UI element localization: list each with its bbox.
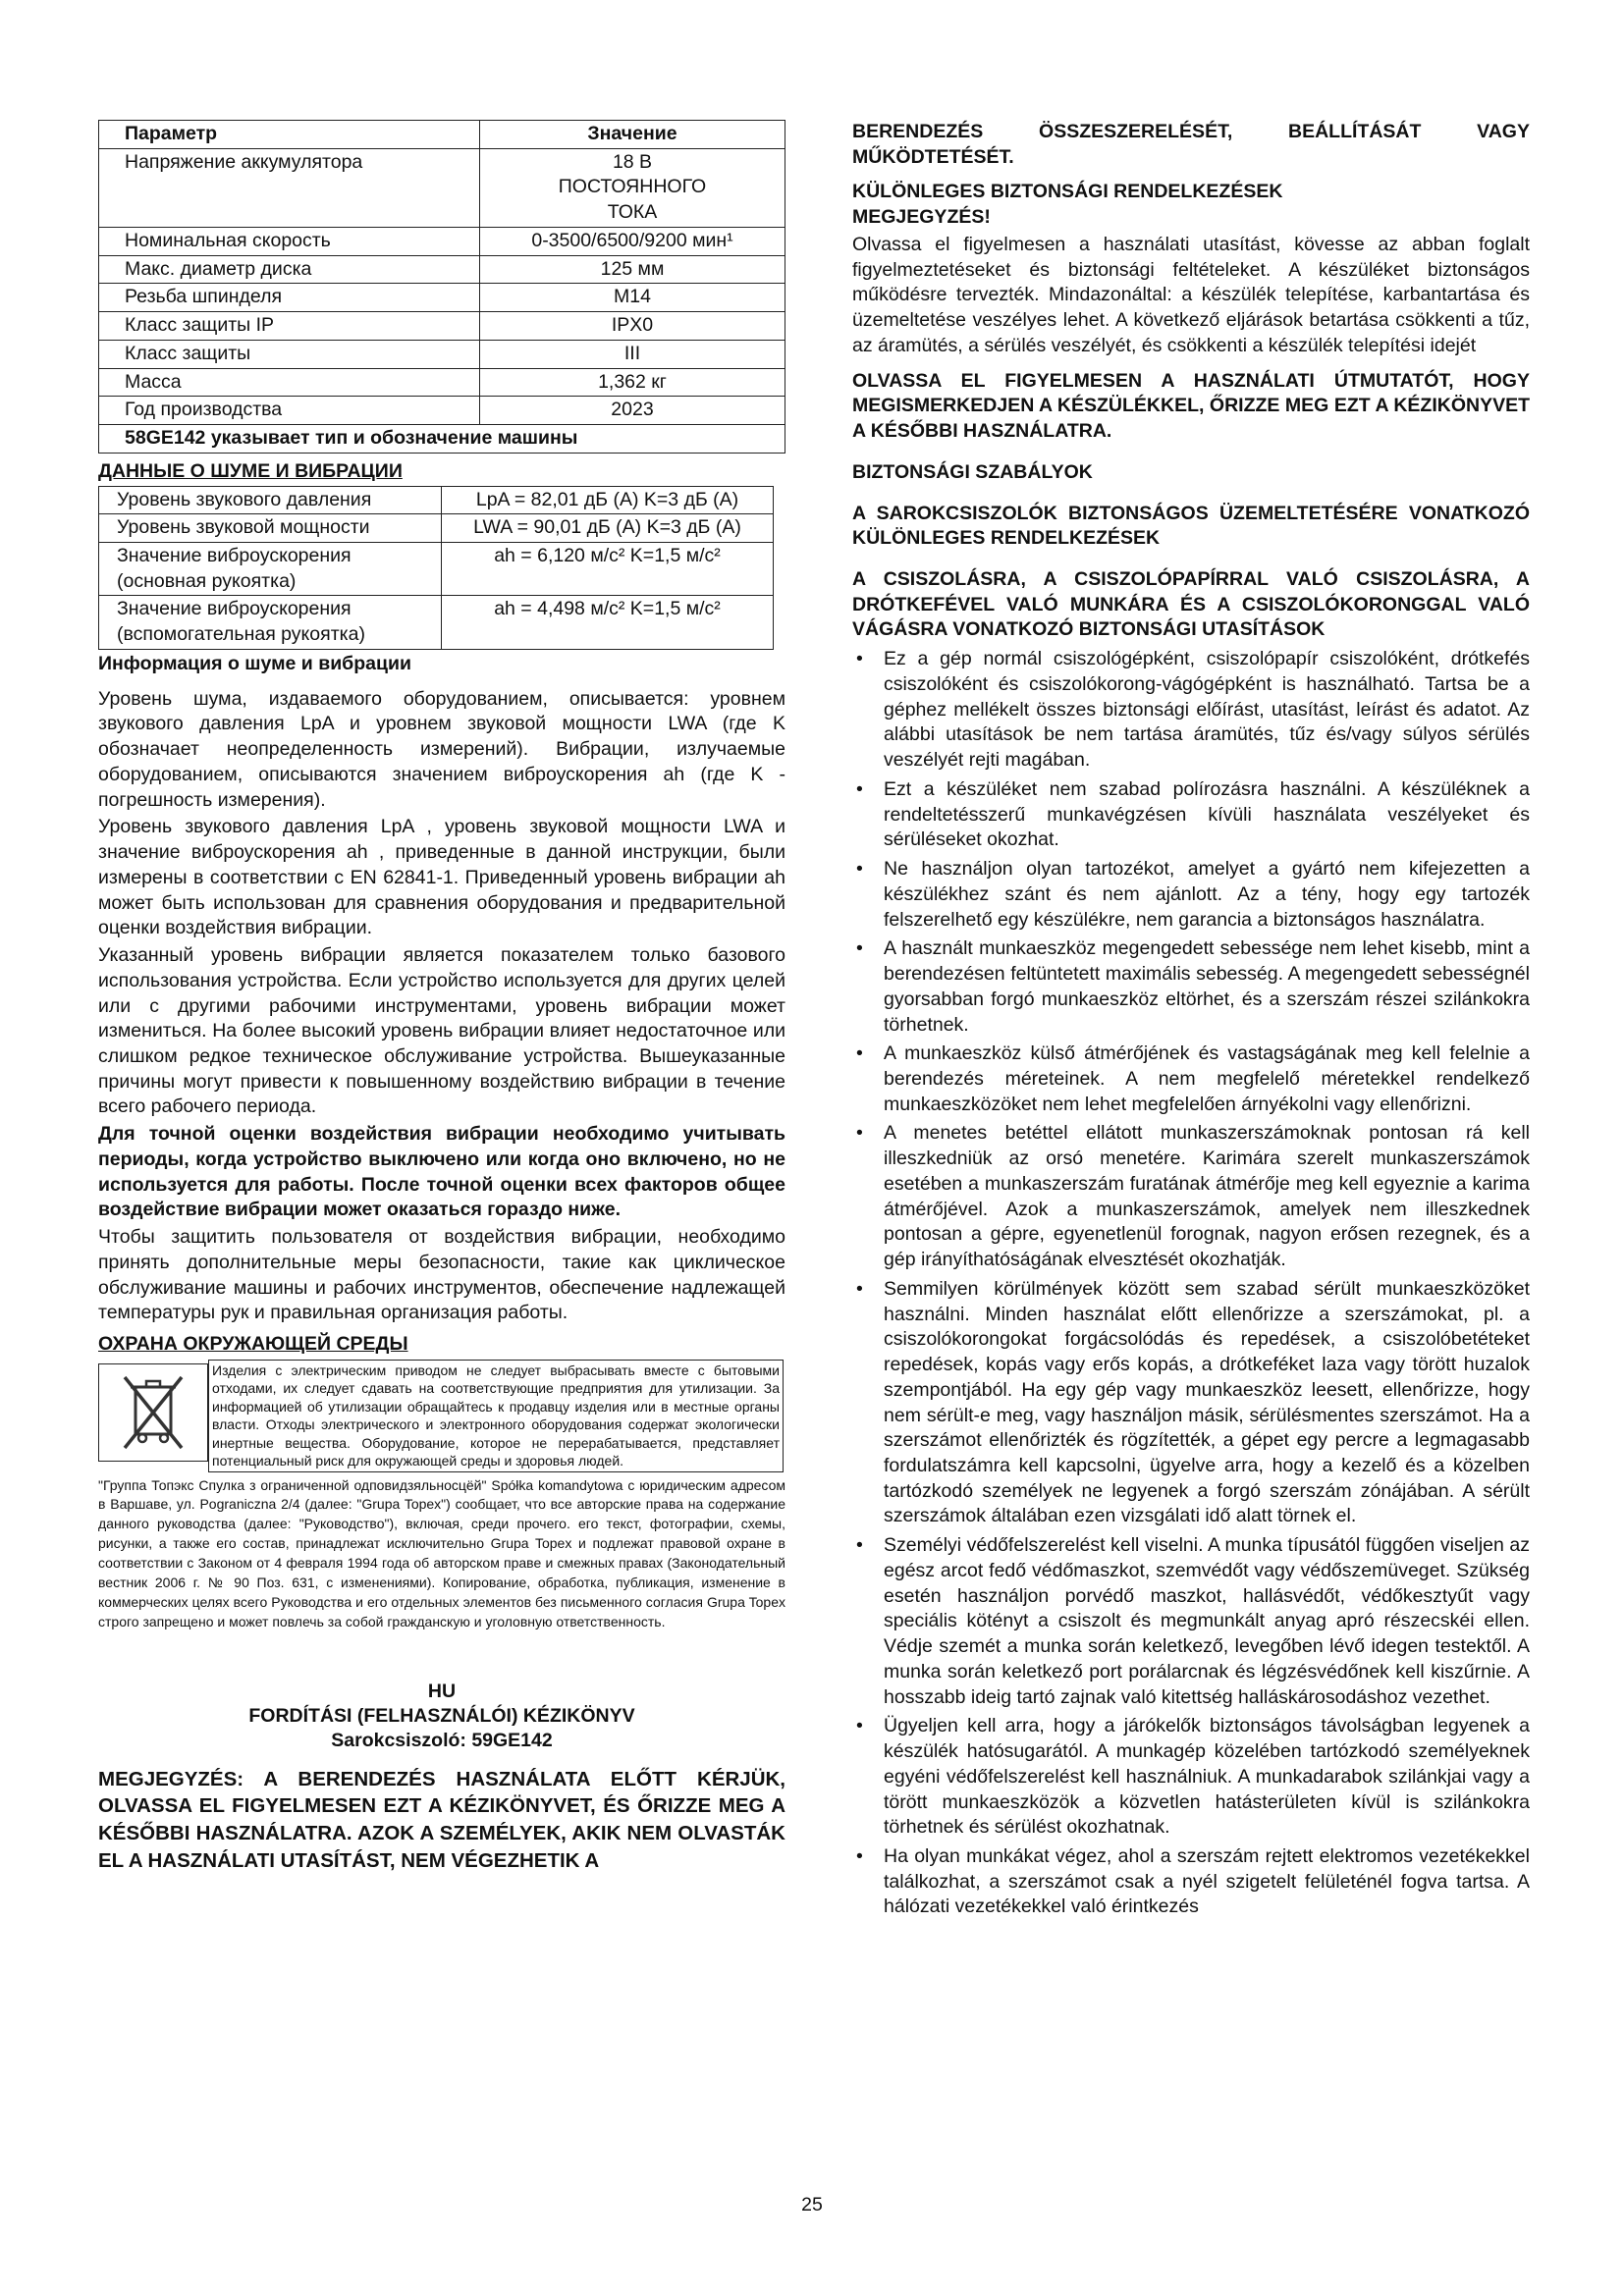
spec-value: IPX0 xyxy=(480,312,785,341)
grinding-instructions-title: A CSISZOLÁSRA, A CSISZOLÓPAPÍRRAL VALÓ CSISZOLÁSRA, A DRÓTKEFÉVEL VALÓ MUNKÁRA ÉS A CSISZOLÓKORONGGAL VALÓ VÁGÁSRA VONATKOZÓ BIZTONSÁGI UTASÍTÁSOK xyxy=(852,568,1530,641)
bullet-icon: • xyxy=(856,937,863,960)
spec-footer-row xyxy=(99,425,785,454)
spec-param: Класс защиты IP xyxy=(99,312,480,341)
table-row xyxy=(99,255,785,284)
spec-value: III xyxy=(480,340,785,368)
list-item xyxy=(852,777,1530,853)
hu-language-code: HU xyxy=(427,1680,457,1702)
noise-value: LWA = 90,01 дБ (A) K=3 дБ (A) xyxy=(442,514,774,543)
bullet-icon: • xyxy=(856,1715,863,1737)
environment-text: Изделия с электрическим приводом не следует выбрасывать вместе с бытовыми отходами, их следует сдавать на соответствующие предприятия для утилизации. За информацией об утилизации обращайтесь к продавцу изделия или в местные органы власти. Отходы электрического и электронного оборудования содержат экологически инертные вещества. Оборудование, которое не перерабатывается, представляет потенциальный риск для окружающей среды и здоровья людей. xyxy=(208,1360,784,1472)
spec-param: Номинальная скорость xyxy=(99,227,480,255)
grinder-provisions-title: A SAROKCSISZOLÓK BIZTONSÁGOS ÜZEMELTETÉSÉRE VONATKOZÓ KÜLÖNLEGES RENDELKEZÉSEK xyxy=(852,502,1530,550)
noise-last-paragraph: Чтобы защитить пользователя от воздействия вибрации, необходимо принять дополнительные меры безопасности, такие как циклическое обслуживание машины и рабочих инструментов, обеспечение надлежащей температуры рук и правильная организация работы. xyxy=(98,1226,785,1324)
rule-text: Ez a gép normál csiszológépként, csiszolópapír csiszolóként, drótkefés csiszolóként és csiszolókorong-vágógépként is használható. Tartsa be a géphez mellékelt összes biztonsági előírást, utasítást, leírást és adatot. Az alábbi utasítások be nem tartása áramütés, tűz és/vagy súlyos sérülés veszélyét rejti magában. xyxy=(884,648,1530,772)
noise-table xyxy=(98,486,774,650)
special-provisions-text: Olvassa el figyelmesen a használati utasítást, kövesse az abban foglalt figyelmeztetéseket és biztonsági feltételeket. A készüléket biztonságos működésre tervezték. Mindazonáltal: a készülék telepítése, karbantartása és üzemeltetése veszélyes lehet. A következő eljárások betartása csökkenti a tűz, az áramütés, a sérülés veszélyét, és csökkenti a készülék telepítési idejét xyxy=(852,233,1530,356)
table-row xyxy=(99,312,785,341)
spec-value: 0-3500/6500/9200 мин¹ xyxy=(480,227,785,255)
spec-footer: 58GE142 указывает тип и обозначение машины xyxy=(99,425,785,454)
spec-param: Год производства xyxy=(99,397,480,425)
bullet-icon: • xyxy=(856,1534,863,1557)
table-row xyxy=(99,543,774,596)
noise-param: Значение виброускорения (вспомогательная рукоятка) xyxy=(99,596,442,649)
rule-text: Ne használjon olyan tartozékot, amelyet a gyártó nem kifejezetten a készülékhez szánt és nem ajánlott. Az a tény, hogy egy tartozék felszerelhető egy készülékre, nem garancia a biztonságos használatra. xyxy=(884,858,1530,931)
noise-param: Значение виброускорения (основная рукоятка) xyxy=(99,543,442,596)
spec-value: 125 мм xyxy=(480,255,785,284)
rule-text: A munkaeszköz külső átmérőjének és vastagságának meg kell felelnie a berendezés méreteinek. A nem megfelelő méretekkel rendelkező munkaeszközöket nem lehet megfelelően árnyékolni vagy ellenőrizni. xyxy=(884,1042,1530,1115)
noise-value: ah = 6,120 м/с² K=1,5 м/с² xyxy=(442,543,774,596)
spec-header-param: Параметр xyxy=(99,121,480,149)
bullet-icon: • xyxy=(856,1277,863,1300)
spec-value: 1,362 кг xyxy=(480,368,785,397)
bullet-icon: • xyxy=(856,858,863,881)
spec-table xyxy=(98,120,785,454)
read-manual-notice: OLVASSA EL FIGYELMESEN A HASZNÁLATI ÚTMUTATÓT, HOGY MEGISMERKEDJEN A KÉSZÜLÉKKEL, ŐRIZZE MEG EZT A KÉZIKÖNYVET A KÉSŐBBI HASZNÁLATRA. xyxy=(852,369,1530,443)
rule-text: Ha olyan munkákat végez, ahol a szerszám rejtett elektromos vezetékekkel találkozhat, a szerszámot csak a nyél szigetelt felületénél fogva tartsa. A hálózati vezetékekkel való érintkezés xyxy=(884,1845,1530,1918)
table-row xyxy=(99,596,774,649)
hu-manual-title: FORDÍTÁSI (FELHASZNÁLÓI) KÉZIKÖNYV xyxy=(248,1704,635,1727)
spec-param: Макс. диаметр диска xyxy=(99,255,480,284)
noise-info-title: Информация о шуме и вибрации xyxy=(98,652,411,674)
rule-text: A menetes betéttel ellátott munkaszerszámoknak pontosan rá kell illeszkedniük az orsó menetére. Karimára szerelt munkaszerszámok esetében a munkaszerszám furatának átmérője meg kell egyeznie a karima átmérőjével. Azok a munkaszerszámok, amelyek nem illeszkednek pontosan a gépre, egyenetlenül forognak, nagyon erősen rezegnek, és a gép irányíthatóságának elvesztését okozhatják. xyxy=(884,1122,1530,1271)
rule-text: Ügyeljen kell arra, hogy a járókelők biztonságos távolságban legyenek a készülék hatósugarától. A munkagép közelében tartózkodó személyeknek egyéni védőfelszerelést kell használniuk. A munkadarabok szilánkjai vagy a törött munkaeszközök a közvetlen hatásterületen kívül is szilánkokra törhetnek és sérülést okozhatnak. xyxy=(884,1715,1530,1839)
spec-value: 2023 xyxy=(480,397,785,425)
noise-paragraph: Уровень шума, издаваемого оборудованием, описывается: уровнем звукового давления LpA и уровнем звуковой мощности LWA (где K обозначает неопределенность измерений). Вибрации, излучаемые оборудованием, описываются значением виброускорения ah (где K - погрешность измерения). xyxy=(98,687,785,811)
bullet-icon: • xyxy=(856,648,863,670)
crossed-bin-icon xyxy=(98,1363,208,1462)
table-row xyxy=(99,340,785,368)
table-row xyxy=(99,148,785,227)
bullet-icon: • xyxy=(856,777,863,800)
noise-value: LpA = 82,01 дБ (A) K=3 дБ (A) xyxy=(442,486,774,514)
spec-param: Резьба шпинделя xyxy=(99,284,480,312)
continued-notice: BERENDEZÉS ÖSSZESZERELÉSÉT, BEÁLLÍTÁSÁT VAGY MŰKÖDTETÉSÉT. xyxy=(852,121,1530,168)
hu-heading xyxy=(98,1680,785,1754)
spec-value: 18 В ПОСТОЯННОГО ТОКА xyxy=(480,148,785,227)
noise-value: ah = 4,498 м/с² K=1,5 м/с² xyxy=(442,596,774,649)
list-item xyxy=(852,1714,1530,1841)
rule-text: Személyi védőfelszerelést kell viselni. A munka típusától függően viseljen az egész arcot fedő védőmaszkot, szemvédőt vagy védőszemüveget. Szükség esetén használjon porvédő maszkot, hallásvédőt, védőkesztyűt vagy speciális kötényt a csiszolt és megmunkált anyag apró részecskéi ellen. Védje szemét a munka során keletkező, levegőben lévő idegen testektől. A munka során keletkező port porálarcnak és légzésvédőnek kell kiszűrnie. A hosszabb ideig tartó zajnak való kitettség halláskárosodáshoz vezethet. xyxy=(884,1534,1530,1708)
list-item xyxy=(852,1533,1530,1710)
noise-bold-paragraph: Для точной оценки воздействия вибрации необходимо учитывать периоды, когда устройство выключено или когда оно включено, но не используется для работы. После точной оценки всех факторов общее воздействие вибрации может оказаться гораздо ниже. xyxy=(98,1123,785,1221)
spec-param: Класс защиты xyxy=(99,340,480,368)
safety-rules-title: BIZTONSÁGI SZABÁLYOK xyxy=(852,460,1093,483)
noise-section-title: ДАННЫЕ О ШУМЕ И ВИБРАЦИИ xyxy=(98,459,403,482)
page-number: 25 xyxy=(801,2194,823,2216)
safety-rules-list xyxy=(852,647,1530,1920)
special-provisions-title: KÜLÖNLEGES BIZTONSÁGI RENDELKEZÉSEK MEGJEGYZÉS! xyxy=(852,181,1283,229)
list-item xyxy=(852,936,1530,1038)
list-item xyxy=(852,1844,1530,1920)
spec-header-row xyxy=(99,121,785,149)
right-column xyxy=(852,120,1530,1920)
table-row xyxy=(99,486,774,514)
list-item xyxy=(852,1121,1530,1272)
rule-text: A használt munkaeszköz megengedett sebessége nem lehet kisebb, mint a berendezésen feltüntetett maximális sebesség. A megengedett sebességnél gyorsabban forgó munkaeszköz eltörhet, és a szerszám részei szilánkokra törhetnek. xyxy=(884,937,1530,1036)
rule-text: Ezt a készüléket nem szabad polírozásra használni. A készüléknek a rendeltetésszerű munkavégzésen kívüli használata veszélyeket és sérüléseket okozhat. xyxy=(884,777,1530,851)
environment-section-title: ОХРАНА ОКРУЖАЮЩЕЙ СРЕДЫ xyxy=(98,1333,408,1356)
spec-param: Напряжение аккумулятора xyxy=(99,148,480,227)
list-item xyxy=(852,857,1530,933)
table-row xyxy=(99,397,785,425)
bullet-icon: • xyxy=(856,1042,863,1065)
noise-param: Уровень звукового давления xyxy=(99,486,442,514)
noise-paragraph: Уровень звукового давления LpA , уровень звуковой мощности LWA и значение виброускорения ah , приведенные в данной инструкции, были измерены в соответствии с EN 62841-1. Приведенный уровень вибрации ah может быть использован для сравнения оборудования и предварительной оценки воздействия вибрации. xyxy=(98,816,785,939)
left-column xyxy=(98,120,785,1874)
list-item xyxy=(852,1277,1530,1529)
table-row xyxy=(99,284,785,312)
hu-product-subtitle: Sarokcsiszoló: 59GE142 xyxy=(331,1730,553,1752)
bullet-icon: • xyxy=(856,1122,863,1145)
spec-param: Масса xyxy=(99,368,480,397)
copyright-notice: "Группа Топэкс Спулка з ограниченной одповидзяльносцёй" Spółka komandytowa с юридическим адресом в Варшаве, ул. Pograniczna 2/4 (далее: "Grupa Topex") сообщает, что все авторские права на содержание данного руководства (далее: "Руководство"), включая, среди прочего. его текст, фотографии, схемы, рисунки, а также его состав, принадлежат исключительно Grupa Topex и подлежат правовой охране в соответствии с Законом от 4 февраля 1994 года об авторском праве и смежных правах (Законодательный вестник 2006 г. № 90 Поз. 631, с изменениями). Копирование, обработка, публикация, изменение в коммерческих целях всего Руководства и его отдельных элементов без письменного согласия Grupa Topex строго запрещено и может повлечь за собой гражданскую и уголовную ответственность. xyxy=(98,1476,785,1629)
rule-text: Semmilyen körülmények között sem szabad sérült munkaeszközöket használni. Minden használat előtt ellenőrizze a szerszámokat, pl. a csiszolókorongokat forgácsolódás és repedések, a csiszolóbetéteket repedések, kopás vagy erős kopás, a drótkeféket laza vagy törött huzalok szempontjából. Ha egy gép vagy munkaeszköz leesett, ellenőrizze, hogy nem sérült-e meg, vagy használjon másik, sérülésmentes szerszámot. Ha a szerszámot ellenőrizték és rögzítették, a gépet egy percre a legmagasabb fordulatszámra kell kapcsolni, ügyelve arra, hogy a kezelő és a közelben tartózkodó személyek ne legyenek a forgó szerszám zónájában. A sérült szerszámok általában ezen vizsgálati idő alatt törnek el. xyxy=(884,1277,1530,1527)
spec-value: M14 xyxy=(480,284,785,312)
table-row xyxy=(99,514,774,543)
bullet-icon: • xyxy=(856,1845,863,1867)
noise-paragraph: Указанный уровень вибрации является показателем только базового использования устройства. Если устройство используется для других целей или с другими рабочими инструментами, уровень вибрации может измениться. На более высокий уровень вибрации влияет недостаточное или слишком редкое техническое обслуживание устройства. Вышеуказанные причины могут привести к повышенному воздействию вибрации в течение всего рабочего периода. xyxy=(98,944,785,1118)
noise-param: Уровень звуковой мощности xyxy=(99,514,442,543)
environment-box xyxy=(98,1360,785,1472)
spec-header-value: Значение xyxy=(480,121,785,149)
table-row xyxy=(99,227,785,255)
table-row xyxy=(99,368,785,397)
list-item xyxy=(852,647,1530,774)
hu-notice: MEGJEGYZÉS: A BERENDEZÉS HASZNÁLATA ELŐTT KÉRJÜK, OLVASSA EL FIGYELMESEN EZT A KÉZIKÖNYVET, ÉS ŐRIZZE MEG A KÉSŐBBI HASZNÁLATRA. AZOK A SZEMÉLYEK, AKIK NEM OLVASTÁK EL A HASZNÁLATI UTASÍTÁST, NEM VÉGEZHETIK A xyxy=(98,1767,785,1872)
list-item xyxy=(852,1041,1530,1117)
